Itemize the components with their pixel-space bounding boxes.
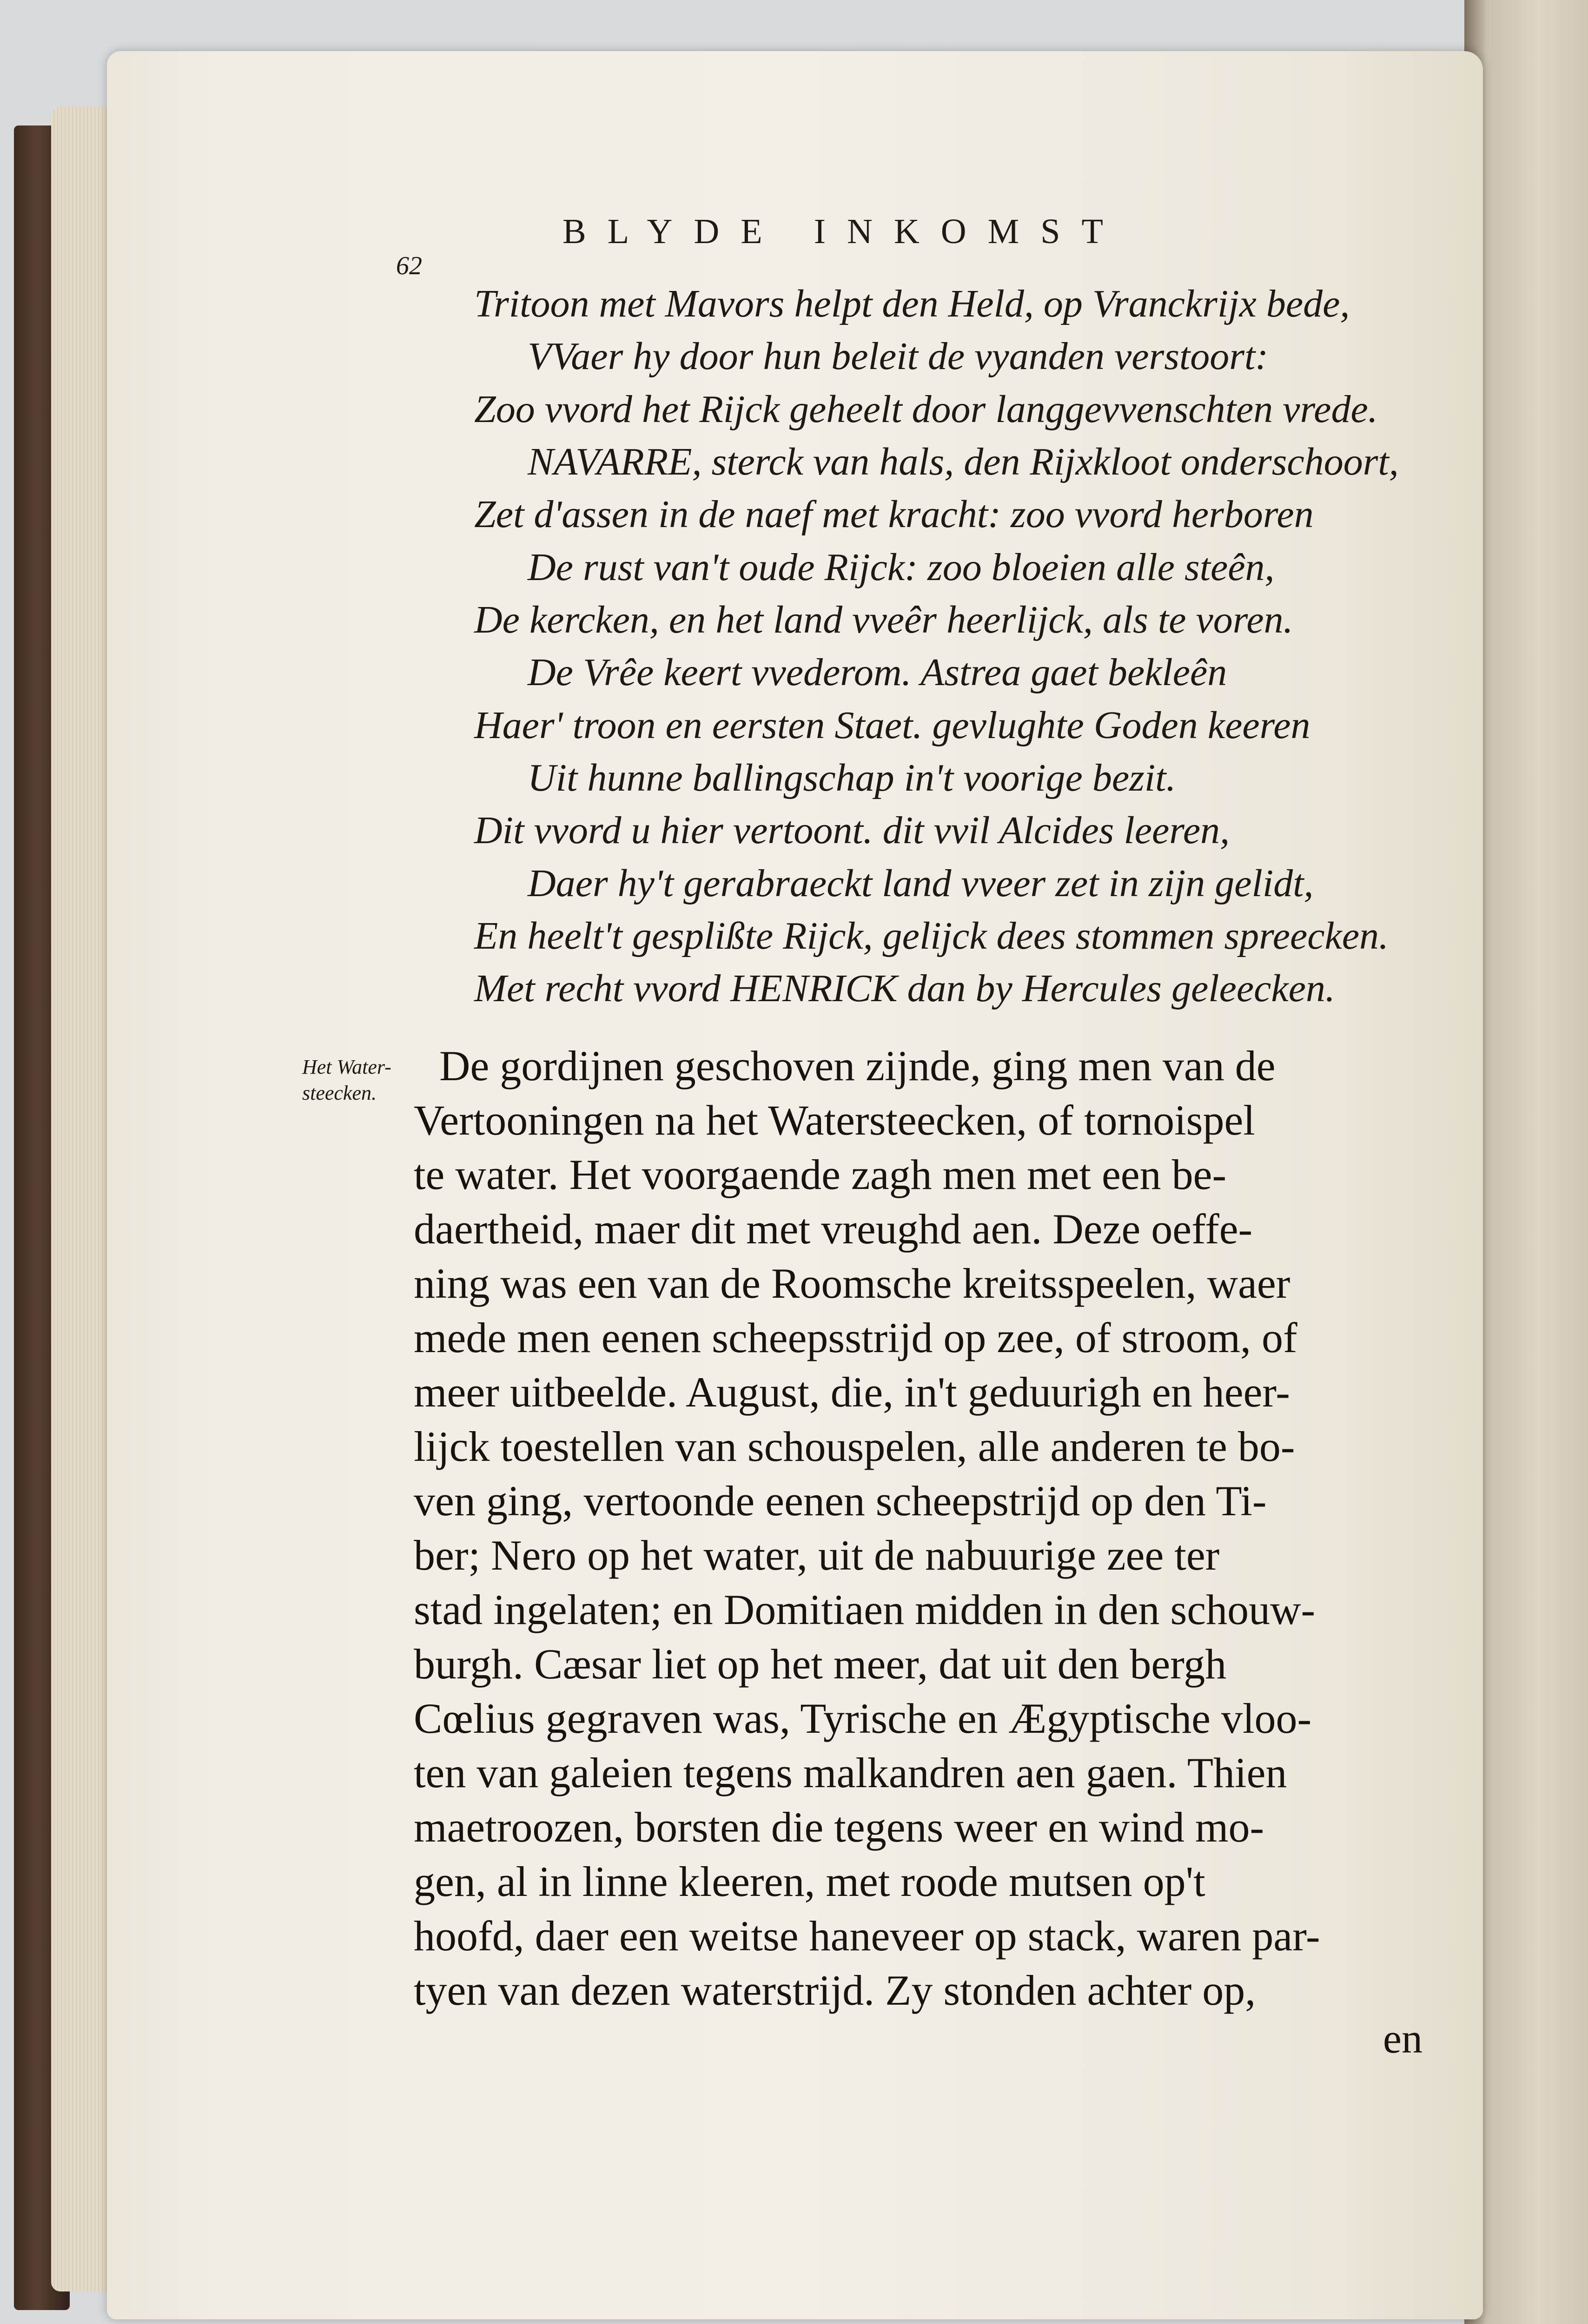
- body-line: lijck toestellen van schouspelen, alle anderen te bo-: [414, 1423, 1295, 1470]
- body-line: ten van galeien tegens malkandren aen gaen. Thien: [414, 1749, 1287, 1796]
- poem-line: VVaer hy door hun beleit de vyanden verstoort:: [528, 335, 1269, 378]
- body-line: Vertooningen na het Watersteecken, of tornoispel: [414, 1096, 1255, 1144]
- body-line: mede men eenen scheepsstrijd op zee, of stroom, of: [414, 1314, 1297, 1361]
- body-line: ven ging, vertoonde eenen scheepstrijd op den Ti-: [414, 1477, 1267, 1525]
- poem-line: Uit hunne ballingschap in't voorige bezit.: [528, 756, 1176, 799]
- body-line: meer uitbeelde. August, die, in't geduurigh en heer-: [414, 1368, 1290, 1416]
- poem-line: Met recht vvord HENRICK dan by Hercules geleecken.: [474, 967, 1335, 1010]
- catchword: en: [1383, 2016, 1423, 2062]
- body-line: ber; Nero op het water, uit de nabuurige zee ter: [414, 1532, 1220, 1579]
- poem-line: Haer' troon en eersten Staet. gevlughte Goden keeren: [474, 704, 1310, 747]
- poem-line: Zoo vvord het Rijck geheelt door langgevvenschten vrede.: [474, 388, 1378, 431]
- poem-line: NAVARRE, sterck van hals, den Rijxkloot onderschoort,: [528, 440, 1399, 483]
- running-head: BLYDE INKOMST: [562, 212, 1125, 251]
- body-line: daertheid, maer dit met vreughd aen. Deze oeffe-: [414, 1205, 1253, 1253]
- poem-line: Tritoon met Mavors helpt den Held, op Vranckrijx bede,: [474, 282, 1350, 325]
- margin-note: [302, 1054, 414, 1106]
- body-line: tyen van dezen waterstrijd. Zy stonden achter op,: [414, 1967, 1256, 2014]
- poem-line: De Vrêe keert vvederom. Astrea gaet bekleên: [528, 651, 1227, 694]
- body-line: te water. Het voorgaende zagh men met een be-: [414, 1151, 1227, 1198]
- poem-line: De kercken, en het land vveêr heerlijck, als te voren.: [474, 598, 1293, 641]
- body-line: gen, al in linne kleeren, met roode mutsen op't: [414, 1858, 1205, 1905]
- body-line: burgh. Cæsar liet op het meer, dat uit den bergh: [414, 1640, 1227, 1688]
- margin-note-line: Het Water-: [302, 1056, 391, 1078]
- body-line: hoofd, daer een weitse haneveer op stack, waren par-: [414, 1912, 1320, 1960]
- body-line: ning was een van de Roomsche kreitsspeelen, waer: [414, 1260, 1290, 1307]
- poem-line: En heelt't gesplißte Rijck, gelijck dees stommen spreecken.: [474, 914, 1389, 957]
- body-line: Cœlius gegraven was, Tyrische en Ægyptische vloo-: [414, 1695, 1312, 1742]
- poem-line: Daer hy't gerabraeckt land vveer zet in zijn gelidt,: [528, 862, 1314, 905]
- margin-note-line: steecken.: [302, 1082, 377, 1104]
- body-line: stad ingelaten; en Domitiaen midden in den schouw-: [414, 1586, 1316, 1633]
- poem-line: Zet d'assen in de naef met kracht: zoo vvord herboren: [474, 493, 1314, 536]
- body-line: De gordijnen geschoven zijnde, ging men van de: [439, 1042, 1276, 1089]
- poem-line: Dit vvord u hier vertoont. dit vvil Alcides leeren,: [474, 809, 1230, 852]
- page-number: 62: [396, 251, 422, 280]
- body-line: maetroozen, borsten die tegens weer en wind mo-: [414, 1803, 1264, 1851]
- poem-line: De rust van't oude Rijck: zoo bloeien alle steên,: [528, 546, 1275, 589]
